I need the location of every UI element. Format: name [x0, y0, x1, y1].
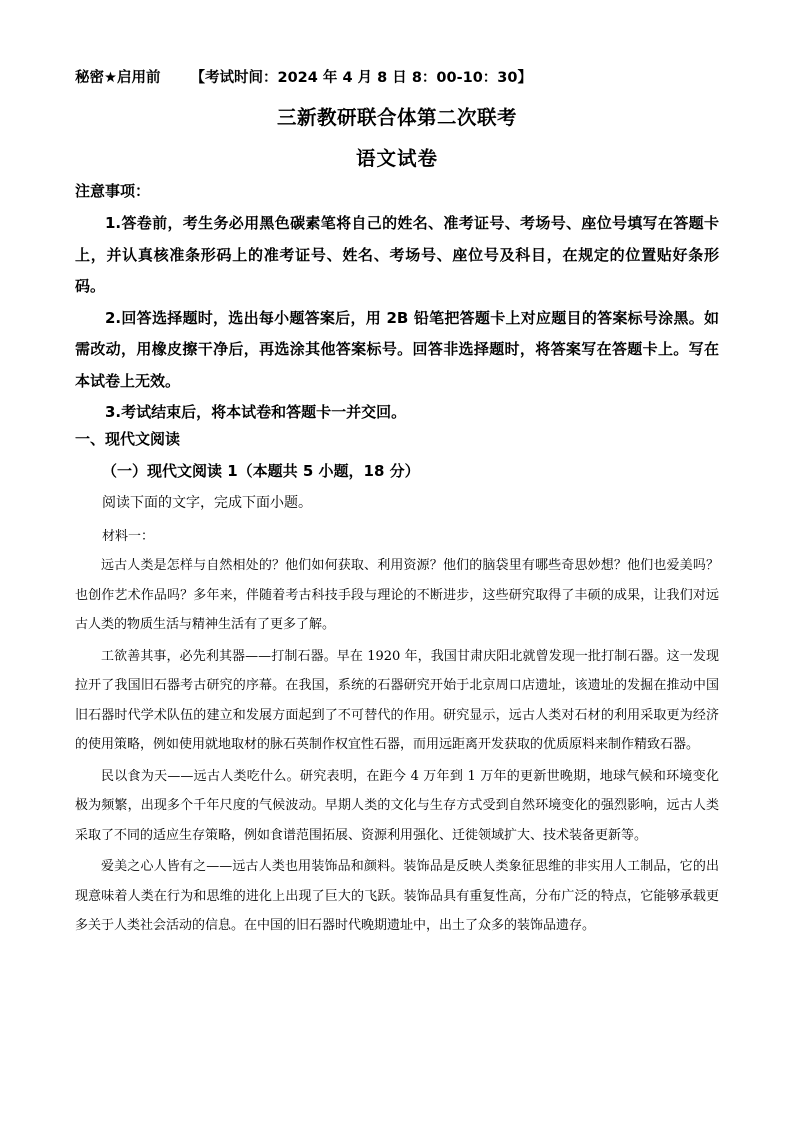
subsection-heading: （一）现代文阅读 1（本题共 5 小题，18 分）: [102, 462, 420, 480]
paragraph: 民以食为天——远古人类吃什么。研究表明，在距今 4 万年到 1 万年的更新世晚期，地球气候和环境变化极为频繁，出现多个千年尺度的气候波动。早期人类的文化与生存方式受到自然环境变化的强烈影响，远古人类采取了不同的适应生存策略，例如食谱范围拓展、资源利用强化、迁徙领域扩大、技术装备更新等。: [75, 768, 719, 843]
notice-item: 1.答卷前，考生务必用黑色碳素笔将自己的姓名、准考证号、考场号、座位号填写在答题卡上，并认真核准条形码上的准考证号、姓名、考场号、座位号及科目，在规定的位置贴好条形码。: [75, 214, 719, 295]
exam-header: [75, 66, 532, 87]
notice-item: 3.考试结束后，将本试卷和答题卡一并交回。: [105, 403, 407, 421]
paragraph: 爱美之心人皆有之——远古人类也用装饰品和颜料。装饰品是反映人类象征思维的非实用人工制品，它的出现意味着人类在行为和思维的进化上出现了巨大的飞跃。装饰品具有重复性高，分布广泛的特点，它能够承载更多关于人类社会活动的信息。在中国的旧石器时代晚期遗址中，出土了众多的装饰品遗存。: [75, 859, 719, 933]
exam-subtitle: 语文试卷: [355, 147, 438, 170]
reading-prompt: 阅读下面的文字，完成下面小题。: [102, 495, 312, 511]
material-label: 材料一：: [102, 529, 155, 544]
material-text: [75, 551, 719, 943]
exam-time: 【考试时间：2024 年 4 月 8 日 8：00-10：30】: [190, 70, 532, 86]
paragraph: 远古人类是怎样与自然相处的？他们如何获取、利用资源？他们的脑袋里有哪些奇思妙想？他们也爱美吗？也创作艺术作品吗？多年来，伴随着考古科技手段与理论的不断进步，这些研究取得了丰硕的成果，让我们对远古人类的物质生活与精神生活有了更多了解。: [75, 558, 719, 632]
paragraph: 工欲善其事，必先利其器——打制石器。早在 1920 年，我国甘肃庆阳北就曾发现一批打制石器。这一发现拉开了我国旧石器考古研究的序幕。在我国，系统的石器研究开始于北京周口店遗址，该遗址的发掘在推动中国旧石器时代学术队伍的建立和发展方面起到了不可替代的作用。研究显示，远古人类对石材的利用采取更为经济的使用策略，例如使用就地取材的脉石英制作权宜性石器，而用远距离开发获取的优质原料来制作精致石器。: [75, 648, 719, 752]
section-heading: 一、现代文阅读: [75, 430, 181, 448]
notice-item: 2.回答选择题时，选出每小题答案后，用 2B 铅笔把答题卡上对应题目的答案标号涂黑。如需改动，用橡皮擦干净后，再选涂其他答案标号。回答非选择题时，将答案写在答题卡上。写在本试卷上无效。: [75, 308, 719, 390]
notice-heading: 注意事项：: [75, 182, 151, 200]
exam-title: 三新教研联合体第二次联考: [276, 106, 517, 129]
notice-list: [75, 208, 719, 429]
confidential-label: 秘密★启用前: [75, 70, 161, 86]
